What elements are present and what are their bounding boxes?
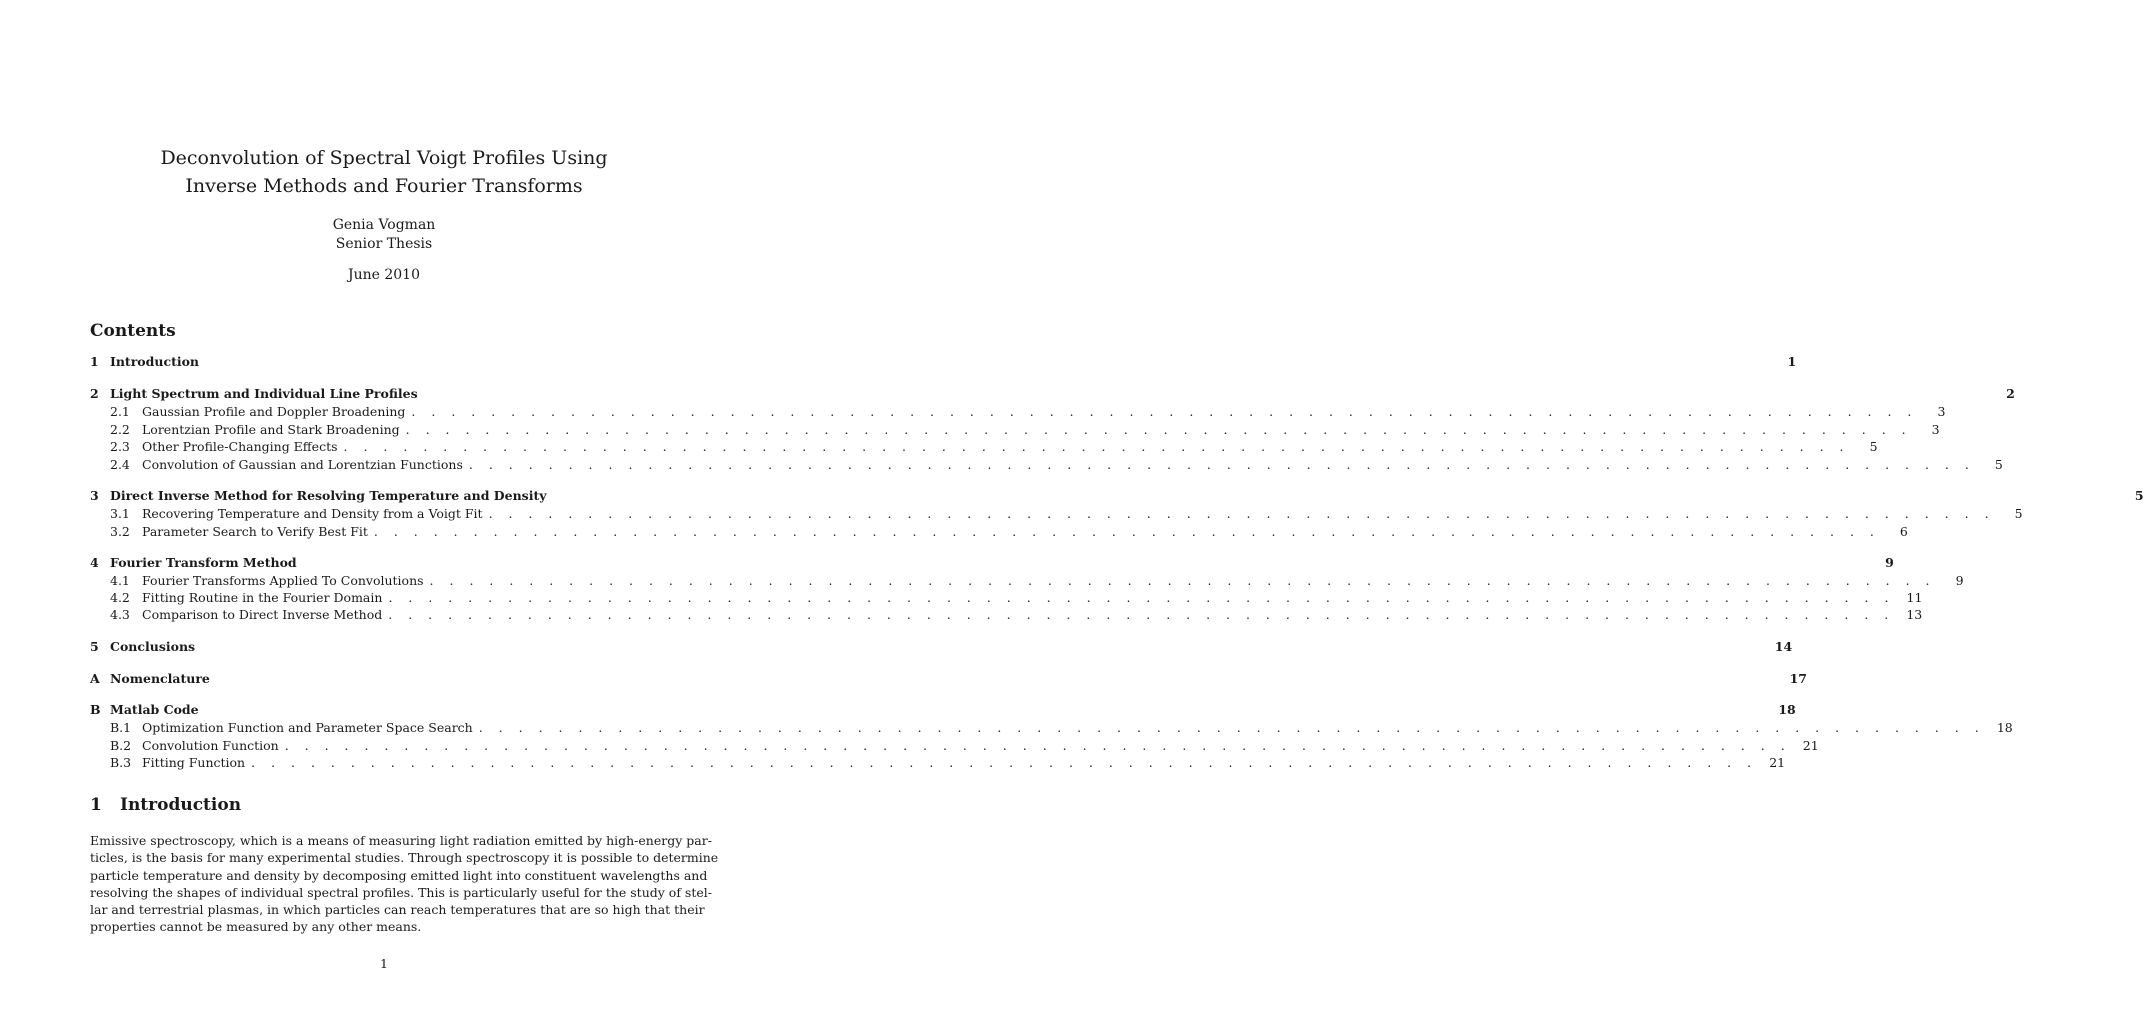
toc-entry-number: B [90, 702, 101, 717]
toc-entry[interactable] [90, 523, 1908, 541]
toc-entry-page: 5 [1994, 457, 2003, 472]
toc-leader-dots: . . . . . . . . . . . . . . . . . . . . . . . . . . . . . . . . . . . . . . . . . . . . . . . . . . . . . . . . . . . . . . . . . . . . . . . . . . . . [373, 524, 1880, 539]
toc-entry[interactable] [90, 754, 1786, 772]
toc-entry-title: Fourier Transform Method [110, 555, 297, 570]
toc-entry[interactable] [90, 670, 1808, 688]
section-title: Introduction [120, 795, 242, 815]
toc-entry[interactable] [90, 385, 2015, 403]
toc-entry-page: 2 [2006, 386, 2015, 401]
toc-entry-title: Direct Inverse Method for Resolving Temperature and Density [110, 488, 547, 503]
toc-entry-page: 1 [1787, 354, 1797, 369]
toc-leader-dots: . . . . . . . . . . . . . . . . . . . . . . . . . . . . . . . . . . . . . . . . . . . . . . . . . . . . . . . . . . . . . . . . . . . . . . . . . . . . [343, 439, 1850, 454]
toc-entry-page: 13 [1906, 607, 1923, 622]
paragraph-line: resolving the shapes of individual spectral profiles. This is particularly useful for the study of stel- [90, 884, 712, 900]
toc-entry-number: 4.2 [110, 590, 130, 605]
toc-entry-title: Recovering Temperature and Density from a Voigt Fit [142, 506, 483, 521]
toc-entry-page: 3 [1937, 404, 1946, 419]
toc-entry-title: Matlab Code [110, 702, 199, 717]
toc-entry-number: 1 [90, 354, 99, 369]
author-name: Genia Vogman [332, 217, 436, 233]
toc-entry-page: 9 [1885, 555, 1894, 570]
toc-leader-dots: . . . . . . . . . . . . . . . . . . . . . . . . . . . . . . . . . . . . . . . . . . . . . . . . . . . . . . . . . . . . . . . . . . . . . . . . . . . . [468, 457, 1975, 472]
paragraph-line: Emissive spectroscopy, which is a means of measuring light radiation emitted by high-energy par- [90, 833, 712, 848]
toc-entry-number: 5 [90, 639, 99, 654]
paragraph-line: properties cannot be measured by any other means. [90, 919, 422, 935]
toc-entry-page: 18 [1996, 720, 2013, 735]
section-heading [90, 794, 241, 816]
toc-leader-dots: . . . . . . . . . . . . . . . . . . . . . . . . . . . . . . . . . . . . . . . . . . . . . . . . . . . . . . . . . . . . . . . . . . . . . . . . . . . . [488, 506, 1995, 521]
toc-entry-title: Introduction [110, 354, 200, 369]
toc-leader-dots: . . . . . . . . . . . . . . . . . . . . . . . . . . . . . . . . . . . . . . . . . . . . . . . . . . . . . . . . . . . . . . . . . . . . . . . . . . . . [405, 422, 1912, 437]
toc-leader-dots: . . . . . . . . . . . . . . . . . . . . . . . . . . . . . . . . . . . . . . . . . . . . . . . . . . . . . . . . . . . . . . . . . . . . . . . . . . . . [429, 573, 1936, 588]
toc-entry-title: Other Profile-Changing Effects [142, 439, 338, 454]
toc-entry-title: Fitting Routine in the Fourier Domain [142, 590, 383, 605]
toc-entry-page: 11 [1906, 590, 1923, 605]
toc-leader-dots: . . . . . . . . . . . . . . . . . . . . . . . . . . . . . . . . . . . . . . . . . . . . . . . . . . . . . . . . . . . . . . . . . . . . . . . . . . . . [388, 590, 1895, 605]
toc-entry[interactable] [90, 554, 1894, 572]
toc-entry-title: Convolution of Gaussian and Lorentzian Functions [142, 457, 463, 472]
toc-leader-dots: . . . . . . . . . . . . . . . . . . . . . . . . . . . . . . . . . . . . . . . . . . . . . . . . . . . . . . . . . . . . . . . . . . . . . . . . . . . . [388, 607, 1895, 622]
section-number: 1 [90, 795, 102, 815]
toc-entry-number: 4 [90, 555, 99, 570]
toc-entry-number: 4.3 [110, 607, 130, 622]
contents-heading: Contents [90, 321, 176, 341]
toc-entry-page: 18 [1778, 702, 1796, 717]
toc-entry-number: 3.2 [110, 524, 130, 539]
toc-leader-dots: . . . . . . . . . . . . . . . . . . . . . . . . . . . . . . . . . . . . . . . . . . . . . . . . . . . . . . . . . . . . . . . . . . . . . . . . . . . . [284, 738, 1791, 753]
toc-entry-number: 3 [90, 488, 99, 503]
page-number: 1 [380, 956, 388, 971]
toc-entry-number: 2.2 [110, 422, 130, 437]
toc-entry[interactable] [90, 505, 2023, 523]
toc-entry-page: 17 [1789, 671, 1808, 686]
paragraph-line: particle temperature and density by decomposing emitted light into constituent wavelengths and [90, 867, 708, 883]
toc-entry[interactable] [90, 572, 1964, 590]
toc-entry[interactable] [90, 403, 1946, 421]
toc-entry[interactable] [90, 719, 2013, 737]
toc-entry-page: 9 [1955, 573, 1964, 588]
toc-entry-number: B.3 [110, 755, 132, 770]
toc-entry-number: 2.4 [110, 457, 130, 472]
toc-leader-dots: . . . . . . . . . . . . . . . . . . . . . . . . . . . . . . . . . . . . . . . . . . . . . . . . . . . . . . . . . . . . . . . . . . . . . . . . . . . . [411, 404, 1918, 419]
toc-entry-page: 21 [1769, 755, 1786, 770]
toc-entry-title: Fitting Function [142, 755, 246, 770]
body-paragraph [90, 832, 719, 936]
paragraph-line: ticles, is the basis for many experimental studies. Through spectroscopy it is possible to determine [90, 850, 719, 866]
title-line: Deconvolution of Spectral Voigt Profiles Using [160, 147, 608, 169]
toc-entry[interactable] [90, 487, 2144, 505]
toc-entry-title: Light Spectrum and Individual Line Profiles [110, 386, 418, 401]
thesis-type: Senior Thesis [335, 236, 433, 252]
toc-entry-number: 4.1 [110, 573, 130, 588]
toc-entry-number: 3.1 [110, 506, 130, 521]
toc-entry-title: Parameter Search to Verify Best Fit [142, 524, 368, 539]
toc-entry[interactable] [90, 638, 1793, 656]
toc-leader-dots: . . . . . . . . . . . . . . . . . . . . . . . . . . . . . . . . . . . . . . . . . . . . . . . . . . . . . . . . . . . . . . . . . . . . . . . . . . . . [478, 720, 1985, 735]
paragraph-line: lar and terrestrial plasmas, in which particles can reach temperatures that are so high that their [90, 902, 705, 918]
toc-entry-number: 2.1 [110, 404, 130, 419]
toc-entry[interactable] [90, 438, 1878, 456]
toc-entry-title: Convolution Function [142, 738, 279, 753]
document-title [0, 144, 768, 200]
toc-entry-title: Fourier Transforms Applied To Convolutions [142, 573, 424, 588]
toc-leader-dots: . . . . . . . . . . . . . . . . . . . . . . . . . . . . . . . . . . . . . . . . . . . . . . . . . . . . . . . . . . . . . . . . . . . . . . . . . . . . [251, 755, 1758, 770]
toc-entry-title: Conclusions [110, 639, 196, 654]
title-line: Inverse Methods and Fourier Transforms [185, 175, 583, 197]
toc-entry-title: Comparison to Direct Inverse Method [142, 607, 383, 622]
toc-entry-page: 5 [2134, 488, 2144, 503]
toc-entry-page: 6 [1899, 524, 1908, 539]
toc-entry[interactable] [90, 701, 1796, 719]
toc-entry[interactable] [90, 606, 1923, 624]
toc-entry[interactable] [90, 737, 1819, 755]
author-block [0, 216, 768, 254]
toc-entry-title: Optimization Function and Parameter Space Search [142, 720, 473, 735]
toc-entry-page: 14 [1774, 639, 1793, 654]
toc-entry-number: A [90, 671, 100, 686]
toc-entry[interactable] [90, 353, 1797, 371]
toc-entry-page: 21 [1802, 738, 1819, 753]
toc-entry-title: Gaussian Profile and Doppler Broadening [142, 404, 406, 419]
toc-entry-number: 2 [90, 386, 99, 401]
toc-entry[interactable] [90, 421, 1940, 439]
toc-entry-page: 3 [1931, 422, 1940, 437]
toc-entry-page: 5 [1869, 439, 1878, 454]
toc-entry-number: B.2 [110, 738, 132, 753]
toc-entry-number: 2.3 [110, 439, 130, 454]
toc-entry[interactable] [90, 589, 1923, 607]
toc-entry-page: 5 [2014, 506, 2023, 521]
toc-entry-number: B.1 [110, 720, 132, 735]
toc-entry-title: Lorentzian Profile and Stark Broadening [142, 422, 400, 437]
document-date: June 2010 [347, 267, 420, 283]
toc-entry[interactable] [90, 456, 2003, 474]
toc-entry-title: Nomenclature [110, 671, 210, 686]
